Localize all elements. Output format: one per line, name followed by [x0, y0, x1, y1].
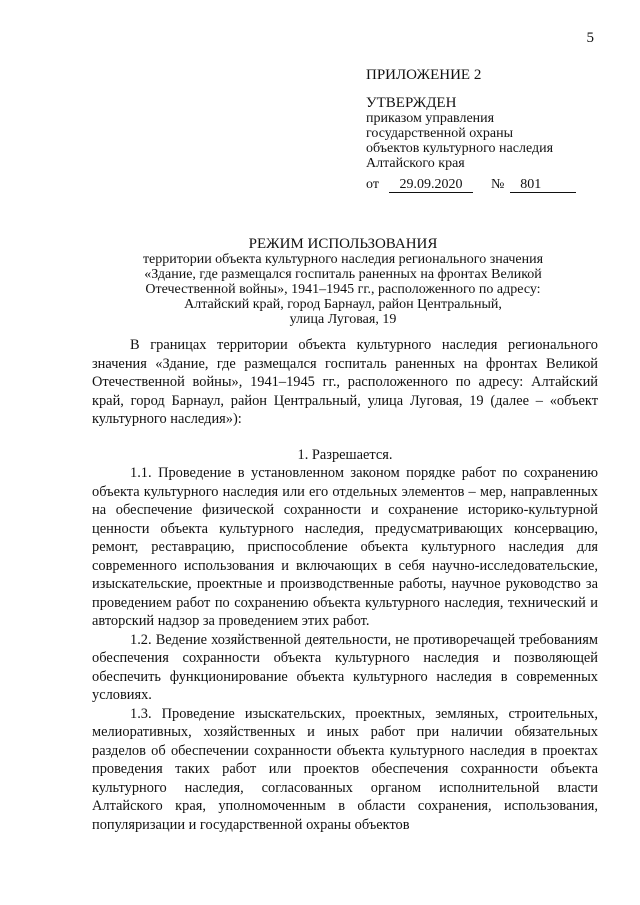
- approval-block: [366, 68, 606, 193]
- item-paragraph: 1.1. Проведение в установленном законом порядке работ по сохранению объекта культурного наследия или его отдельных элементов – мер, направленных на обеспечение физической сохранности и сохранение историко-культурной ценности объекта культурного наследия, предусматривающих консервацию, ремонт, реставрацию, приспособление объекта культурного наследия для современного использования и включающих в себя научно-исследовательские, изыскательские, проектные и производственные работы, научное руководство за проведением работ по сохранению объекта культурного наследия, технический и авторский надзор за проведением этих работ.: [92, 465, 598, 629]
- document-body: [92, 336, 598, 834]
- order-date-number: [366, 177, 606, 193]
- approval-line: Алтайского края: [366, 156, 465, 171]
- number-sign: №: [490, 177, 505, 192]
- title-line: «Здание, где размещался госпиталь раненных на фронтах Великой: [144, 267, 542, 282]
- title-line: улица Луговая, 19: [289, 312, 397, 327]
- title-line: Отечественной войны», 1941–1945 гг., расположенного по адресу:: [145, 282, 541, 297]
- item-paragraph: 1.3. Проведение изыскательских, проектных, земляных, строительных, мелиоративных, хозяйственных и иных работ при наличии обязательных разделов об обеспечении сохранности объекта культурного наследия в проектах проведения таких работ или проектов обеспечения сохранности объекта культурного наследия, согласованных органом исполнительной власти Алтайского края, уполномоченным в области сохранения, использования, популяризации и государственной охраны объектов: [92, 705, 598, 833]
- title-line: Алтайский край, город Барнаул, район Центральный,: [184, 297, 502, 312]
- approved-heading: УТВЕРЖДЕН: [366, 95, 457, 111]
- page-number: 5: [586, 30, 594, 46]
- item-paragraph: 1.2. Ведение хозяйственной деятельности, не противоречащей требованиям обеспечения сохранности объекта культурного наследия и позволяющей обеспечить функционирование объекта культурного наследия в современных условиях.: [92, 631, 598, 703]
- order-number: 801: [510, 177, 576, 193]
- approval-line: государственной охраны: [366, 126, 514, 141]
- approval-line: объектов культурного наследия: [366, 141, 554, 156]
- section-heading: 1. Разрешается.: [297, 446, 393, 463]
- intro-paragraph: В границах территории объекта культурного наследия регионального значения «Здание, где размещался госпиталь раненных на фронтах Великой Отечественной войны», 1941–1945 гг., расположенного по адресу: Алтайский край, город Барнаул, район Центральный, улица Луговая, 19 (далее – «объект культурного наследия»):: [92, 337, 598, 427]
- regime-heading: РЕЖИМ ИСПОЛЬЗОВАНИЯ: [248, 236, 438, 252]
- appendix-heading: ПРИЛОЖЕНИЕ 2: [366, 67, 482, 83]
- document-title: [60, 237, 626, 327]
- approval-line: приказом управления: [366, 111, 495, 126]
- title-line: территории объекта культурного наследия регионального значения: [142, 252, 544, 267]
- order-date: 29.09.2020: [389, 177, 473, 193]
- from-label: от: [366, 177, 379, 192]
